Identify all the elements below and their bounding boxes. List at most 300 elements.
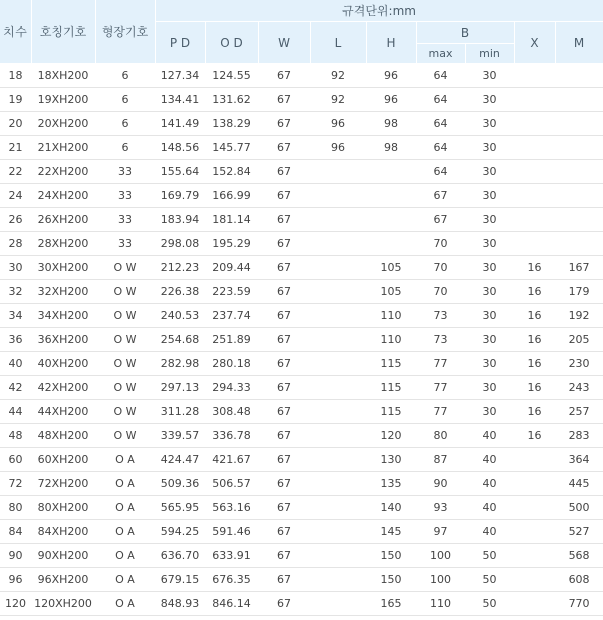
cell-b-min: 50 bbox=[465, 592, 514, 616]
header-pd: P D bbox=[155, 22, 205, 64]
cell-pd: 134.41 bbox=[155, 88, 205, 112]
cell-od: 251.89 bbox=[205, 328, 258, 352]
cell-m: 243 bbox=[555, 376, 603, 400]
cell-h: 110 bbox=[366, 304, 416, 328]
cell-size: 24 bbox=[0, 184, 31, 208]
cell-l bbox=[310, 304, 366, 328]
cell-b-min: 30 bbox=[465, 184, 514, 208]
cell-od: 195.29 bbox=[205, 232, 258, 256]
cell-b-max: 64 bbox=[416, 64, 465, 88]
cell-b-min: 40 bbox=[465, 424, 514, 448]
cell-b-max: 67 bbox=[416, 184, 465, 208]
table-row bbox=[0, 520, 603, 544]
cell-m: 179 bbox=[555, 280, 603, 304]
table-row bbox=[0, 544, 603, 568]
cell-shape: O W bbox=[95, 280, 155, 304]
cell-size: 72 bbox=[0, 472, 31, 496]
cell-h: 135 bbox=[366, 472, 416, 496]
cell-b-min: 30 bbox=[465, 112, 514, 136]
cell-w: 67 bbox=[258, 328, 310, 352]
cell-w: 67 bbox=[258, 568, 310, 592]
table-row bbox=[0, 352, 603, 376]
cell-od: 308.48 bbox=[205, 400, 258, 424]
cell-x: 16 bbox=[514, 304, 555, 328]
cell-m: 445 bbox=[555, 472, 603, 496]
cell-x: 16 bbox=[514, 280, 555, 304]
header-h: H bbox=[366, 22, 416, 64]
table-row bbox=[0, 448, 603, 472]
cell-x: 16 bbox=[514, 424, 555, 448]
cell-w: 67 bbox=[258, 256, 310, 280]
cell-designation: 60XH200 bbox=[31, 448, 95, 472]
cell-x bbox=[514, 136, 555, 160]
cell-x bbox=[514, 88, 555, 112]
cell-od: 209.44 bbox=[205, 256, 258, 280]
cell-l bbox=[310, 400, 366, 424]
cell-designation: 26XH200 bbox=[31, 208, 95, 232]
cell-h: 120 bbox=[366, 424, 416, 448]
cell-x: 16 bbox=[514, 400, 555, 424]
cell-pd: 127.34 bbox=[155, 64, 205, 88]
cell-shape: 6 bbox=[95, 88, 155, 112]
cell-b-max: 64 bbox=[416, 160, 465, 184]
cell-b-max: 77 bbox=[416, 376, 465, 400]
cell-shape: O W bbox=[95, 424, 155, 448]
cell-size: 36 bbox=[0, 328, 31, 352]
cell-m: 364 bbox=[555, 448, 603, 472]
cell-b-min: 30 bbox=[465, 304, 514, 328]
cell-od: 131.62 bbox=[205, 88, 258, 112]
cell-shape: O W bbox=[95, 352, 155, 376]
cell-od: 676.35 bbox=[205, 568, 258, 592]
cell-shape: O A bbox=[95, 592, 155, 616]
cell-pd: 636.70 bbox=[155, 544, 205, 568]
cell-w: 67 bbox=[258, 280, 310, 304]
cell-shape: 33 bbox=[95, 160, 155, 184]
cell-b-min: 50 bbox=[465, 544, 514, 568]
cell-designation: 96XH200 bbox=[31, 568, 95, 592]
cell-b-min: 40 bbox=[465, 472, 514, 496]
cell-size: 120 bbox=[0, 592, 31, 616]
cell-od: 846.14 bbox=[205, 592, 258, 616]
cell-w: 67 bbox=[258, 88, 310, 112]
cell-m bbox=[555, 232, 603, 256]
cell-h: 105 bbox=[366, 256, 416, 280]
cell-shape: O A bbox=[95, 496, 155, 520]
cell-h bbox=[366, 232, 416, 256]
cell-size: 30 bbox=[0, 256, 31, 280]
cell-m bbox=[555, 88, 603, 112]
cell-w: 67 bbox=[258, 64, 310, 88]
cell-l bbox=[310, 232, 366, 256]
cell-od: 563.16 bbox=[205, 496, 258, 520]
cell-w: 67 bbox=[258, 208, 310, 232]
table-row bbox=[0, 232, 603, 256]
cell-h: 145 bbox=[366, 520, 416, 544]
cell-b-max: 80 bbox=[416, 424, 465, 448]
cell-designation: 120XH200 bbox=[31, 592, 95, 616]
cell-od: 294.33 bbox=[205, 376, 258, 400]
cell-x: 16 bbox=[514, 352, 555, 376]
header-shape: 형장기호 bbox=[95, 0, 155, 64]
cell-designation: 42XH200 bbox=[31, 376, 95, 400]
cell-h: 115 bbox=[366, 352, 416, 376]
cell-shape: O A bbox=[95, 448, 155, 472]
cell-b-max: 97 bbox=[416, 520, 465, 544]
cell-pd: 226.38 bbox=[155, 280, 205, 304]
cell-b-min: 30 bbox=[465, 256, 514, 280]
cell-b-max: 73 bbox=[416, 328, 465, 352]
cell-designation: 48XH200 bbox=[31, 424, 95, 448]
cell-l bbox=[310, 520, 366, 544]
cell-x bbox=[514, 496, 555, 520]
cell-m bbox=[555, 64, 603, 88]
cell-m: 608 bbox=[555, 568, 603, 592]
cell-m bbox=[555, 160, 603, 184]
cell-h: 96 bbox=[366, 64, 416, 88]
cell-h: 115 bbox=[366, 376, 416, 400]
cell-l bbox=[310, 160, 366, 184]
cell-b-min: 30 bbox=[465, 208, 514, 232]
cell-l: 92 bbox=[310, 64, 366, 88]
table-row bbox=[0, 208, 603, 232]
cell-shape: O A bbox=[95, 544, 155, 568]
cell-m bbox=[555, 112, 603, 136]
header-designation: 호칭기호 bbox=[31, 0, 95, 64]
cell-od: 181.14 bbox=[205, 208, 258, 232]
cell-pd: 183.94 bbox=[155, 208, 205, 232]
table-row bbox=[0, 472, 603, 496]
table-row bbox=[0, 184, 603, 208]
cell-w: 67 bbox=[258, 304, 310, 328]
cell-shape: 6 bbox=[95, 64, 155, 88]
cell-b-min: 40 bbox=[465, 520, 514, 544]
cell-w: 67 bbox=[258, 376, 310, 400]
cell-l bbox=[310, 328, 366, 352]
cell-shape: O W bbox=[95, 328, 155, 352]
cell-shape: O A bbox=[95, 520, 155, 544]
cell-x: 16 bbox=[514, 328, 555, 352]
cell-size: 44 bbox=[0, 400, 31, 424]
cell-od: 166.99 bbox=[205, 184, 258, 208]
cell-size: 22 bbox=[0, 160, 31, 184]
cell-x bbox=[514, 160, 555, 184]
cell-b-max: 64 bbox=[416, 112, 465, 136]
cell-pd: 212.23 bbox=[155, 256, 205, 280]
cell-m: 205 bbox=[555, 328, 603, 352]
cell-b-min: 30 bbox=[465, 88, 514, 112]
cell-w: 67 bbox=[258, 472, 310, 496]
cell-od: 421.67 bbox=[205, 448, 258, 472]
cell-od: 145.77 bbox=[205, 136, 258, 160]
cell-b-min: 30 bbox=[465, 352, 514, 376]
cell-x bbox=[514, 232, 555, 256]
cell-pd: 594.25 bbox=[155, 520, 205, 544]
cell-size: 19 bbox=[0, 88, 31, 112]
cell-size: 28 bbox=[0, 232, 31, 256]
table-row bbox=[0, 304, 603, 328]
cell-w: 67 bbox=[258, 544, 310, 568]
header-m: M bbox=[555, 22, 603, 64]
cell-m bbox=[555, 184, 603, 208]
cell-size: 60 bbox=[0, 448, 31, 472]
cell-x bbox=[514, 208, 555, 232]
cell-h bbox=[366, 160, 416, 184]
cell-b-max: 110 bbox=[416, 592, 465, 616]
cell-shape: O W bbox=[95, 376, 155, 400]
cell-b-min: 30 bbox=[465, 376, 514, 400]
cell-pd: 155.64 bbox=[155, 160, 205, 184]
cell-w: 67 bbox=[258, 352, 310, 376]
cell-b-max: 90 bbox=[416, 472, 465, 496]
cell-h: 150 bbox=[366, 568, 416, 592]
cell-m: 568 bbox=[555, 544, 603, 568]
cell-l bbox=[310, 256, 366, 280]
cell-h: 130 bbox=[366, 448, 416, 472]
table-row bbox=[0, 592, 603, 616]
cell-w: 67 bbox=[258, 232, 310, 256]
cell-h: 150 bbox=[366, 544, 416, 568]
cell-od: 152.84 bbox=[205, 160, 258, 184]
cell-h: 98 bbox=[366, 112, 416, 136]
cell-designation: 24XH200 bbox=[31, 184, 95, 208]
cell-size: 80 bbox=[0, 496, 31, 520]
cell-designation: 84XH200 bbox=[31, 520, 95, 544]
cell-shape: 33 bbox=[95, 232, 155, 256]
cell-m bbox=[555, 136, 603, 160]
cell-b-min: 30 bbox=[465, 280, 514, 304]
cell-m: 257 bbox=[555, 400, 603, 424]
table-row bbox=[0, 88, 603, 112]
cell-pd: 254.68 bbox=[155, 328, 205, 352]
cell-l bbox=[310, 376, 366, 400]
cell-l bbox=[310, 424, 366, 448]
cell-x bbox=[514, 472, 555, 496]
cell-w: 67 bbox=[258, 400, 310, 424]
cell-shape: O A bbox=[95, 568, 155, 592]
cell-w: 67 bbox=[258, 520, 310, 544]
cell-size: 20 bbox=[0, 112, 31, 136]
cell-designation: 32XH200 bbox=[31, 280, 95, 304]
header-b: B bbox=[416, 22, 514, 44]
cell-h: 96 bbox=[366, 88, 416, 112]
cell-l bbox=[310, 352, 366, 376]
cell-b-min: 30 bbox=[465, 232, 514, 256]
header-l: L bbox=[310, 22, 366, 64]
cell-shape: O W bbox=[95, 304, 155, 328]
cell-b-max: 100 bbox=[416, 544, 465, 568]
cell-pd: 141.49 bbox=[155, 112, 205, 136]
cell-b-max: 67 bbox=[416, 208, 465, 232]
cell-pd: 679.15 bbox=[155, 568, 205, 592]
cell-pd: 565.95 bbox=[155, 496, 205, 520]
table-header bbox=[0, 0, 603, 64]
cell-size: 90 bbox=[0, 544, 31, 568]
cell-m: 192 bbox=[555, 304, 603, 328]
cell-h bbox=[366, 184, 416, 208]
cell-od: 138.29 bbox=[205, 112, 258, 136]
cell-designation: 20XH200 bbox=[31, 112, 95, 136]
cell-designation: 19XH200 bbox=[31, 88, 95, 112]
cell-shape: O W bbox=[95, 400, 155, 424]
cell-pd: 339.57 bbox=[155, 424, 205, 448]
cell-size: 21 bbox=[0, 136, 31, 160]
cell-x bbox=[514, 544, 555, 568]
cell-pd: 297.13 bbox=[155, 376, 205, 400]
header-size: 치수 bbox=[0, 0, 31, 64]
cell-size: 84 bbox=[0, 520, 31, 544]
cell-h: 105 bbox=[366, 280, 416, 304]
cell-b-min: 50 bbox=[465, 568, 514, 592]
cell-b-max: 70 bbox=[416, 256, 465, 280]
cell-m: 500 bbox=[555, 496, 603, 520]
cell-size: 34 bbox=[0, 304, 31, 328]
cell-shape: 6 bbox=[95, 112, 155, 136]
cell-m: 283 bbox=[555, 424, 603, 448]
cell-designation: 28XH200 bbox=[31, 232, 95, 256]
table-row bbox=[0, 112, 603, 136]
cell-b-min: 30 bbox=[465, 160, 514, 184]
cell-l: 96 bbox=[310, 112, 366, 136]
cell-x bbox=[514, 520, 555, 544]
cell-size: 48 bbox=[0, 424, 31, 448]
cell-w: 67 bbox=[258, 160, 310, 184]
cell-m bbox=[555, 208, 603, 232]
cell-pd: 148.56 bbox=[155, 136, 205, 160]
cell-b-max: 64 bbox=[416, 136, 465, 160]
cell-size: 26 bbox=[0, 208, 31, 232]
cell-pd: 509.36 bbox=[155, 472, 205, 496]
header-b-max: max bbox=[416, 44, 465, 64]
cell-b-max: 100 bbox=[416, 568, 465, 592]
cell-designation: 36XH200 bbox=[31, 328, 95, 352]
table-row bbox=[0, 64, 603, 88]
header-b-min: min bbox=[465, 44, 514, 64]
cell-x bbox=[514, 448, 555, 472]
cell-l bbox=[310, 448, 366, 472]
cell-od: 124.55 bbox=[205, 64, 258, 88]
cell-w: 67 bbox=[258, 424, 310, 448]
table-row bbox=[0, 256, 603, 280]
cell-h: 115 bbox=[366, 400, 416, 424]
cell-l bbox=[310, 496, 366, 520]
cell-h: 98 bbox=[366, 136, 416, 160]
cell-pd: 240.53 bbox=[155, 304, 205, 328]
cell-l bbox=[310, 208, 366, 232]
cell-b-max: 64 bbox=[416, 88, 465, 112]
cell-l bbox=[310, 184, 366, 208]
cell-od: 633.91 bbox=[205, 544, 258, 568]
cell-w: 67 bbox=[258, 592, 310, 616]
cell-h bbox=[366, 208, 416, 232]
cell-x: 16 bbox=[514, 376, 555, 400]
cell-m: 770 bbox=[555, 592, 603, 616]
cell-designation: 90XH200 bbox=[31, 544, 95, 568]
cell-x bbox=[514, 112, 555, 136]
table-row bbox=[0, 424, 603, 448]
cell-x bbox=[514, 592, 555, 616]
cell-w: 67 bbox=[258, 448, 310, 472]
table-row bbox=[0, 376, 603, 400]
table-row bbox=[0, 328, 603, 352]
cell-designation: 40XH200 bbox=[31, 352, 95, 376]
cell-l: 96 bbox=[310, 136, 366, 160]
header-od: O D bbox=[205, 22, 258, 64]
cell-l bbox=[310, 280, 366, 304]
cell-b-min: 40 bbox=[465, 448, 514, 472]
cell-designation: 18XH200 bbox=[31, 64, 95, 88]
cell-shape: 6 bbox=[95, 136, 155, 160]
cell-od: 280.18 bbox=[205, 352, 258, 376]
cell-l bbox=[310, 568, 366, 592]
cell-od: 591.46 bbox=[205, 520, 258, 544]
cell-b-max: 93 bbox=[416, 496, 465, 520]
table-body bbox=[0, 64, 603, 616]
cell-h: 140 bbox=[366, 496, 416, 520]
cell-shape: 33 bbox=[95, 184, 155, 208]
cell-w: 67 bbox=[258, 136, 310, 160]
cell-w: 67 bbox=[258, 184, 310, 208]
table-row bbox=[0, 568, 603, 592]
cell-od: 506.57 bbox=[205, 472, 258, 496]
cell-w: 67 bbox=[258, 496, 310, 520]
cell-x bbox=[514, 64, 555, 88]
cell-pd: 311.28 bbox=[155, 400, 205, 424]
header-x: X bbox=[514, 22, 555, 64]
table-row bbox=[0, 496, 603, 520]
cell-size: 18 bbox=[0, 64, 31, 88]
cell-h: 110 bbox=[366, 328, 416, 352]
cell-shape: 33 bbox=[95, 208, 155, 232]
cell-pd: 848.93 bbox=[155, 592, 205, 616]
table-row bbox=[0, 160, 603, 184]
cell-m: 167 bbox=[555, 256, 603, 280]
cell-x bbox=[514, 184, 555, 208]
cell-b-max: 77 bbox=[416, 352, 465, 376]
cell-l bbox=[310, 544, 366, 568]
cell-b-max: 73 bbox=[416, 304, 465, 328]
cell-m: 230 bbox=[555, 352, 603, 376]
cell-b-max: 77 bbox=[416, 400, 465, 424]
cell-size: 32 bbox=[0, 280, 31, 304]
cell-b-min: 30 bbox=[465, 64, 514, 88]
cell-size: 40 bbox=[0, 352, 31, 376]
cell-od: 336.78 bbox=[205, 424, 258, 448]
cell-b-min: 30 bbox=[465, 328, 514, 352]
cell-od: 223.59 bbox=[205, 280, 258, 304]
cell-w: 67 bbox=[258, 112, 310, 136]
cell-designation: 30XH200 bbox=[31, 256, 95, 280]
cell-pd: 169.79 bbox=[155, 184, 205, 208]
header-w: W bbox=[258, 22, 310, 64]
cell-designation: 44XH200 bbox=[31, 400, 95, 424]
header-unit: 규격단위:mm bbox=[155, 0, 603, 22]
cell-shape: O W bbox=[95, 256, 155, 280]
cell-pd: 424.47 bbox=[155, 448, 205, 472]
cell-pd: 298.08 bbox=[155, 232, 205, 256]
cell-od: 237.74 bbox=[205, 304, 258, 328]
cell-b-max: 87 bbox=[416, 448, 465, 472]
cell-size: 42 bbox=[0, 376, 31, 400]
cell-designation: 21XH200 bbox=[31, 136, 95, 160]
cell-designation: 34XH200 bbox=[31, 304, 95, 328]
table-row bbox=[0, 280, 603, 304]
cell-b-max: 70 bbox=[416, 232, 465, 256]
cell-b-min: 40 bbox=[465, 496, 514, 520]
cell-b-min: 30 bbox=[465, 136, 514, 160]
cell-b-min: 30 bbox=[465, 400, 514, 424]
cell-h: 165 bbox=[366, 592, 416, 616]
